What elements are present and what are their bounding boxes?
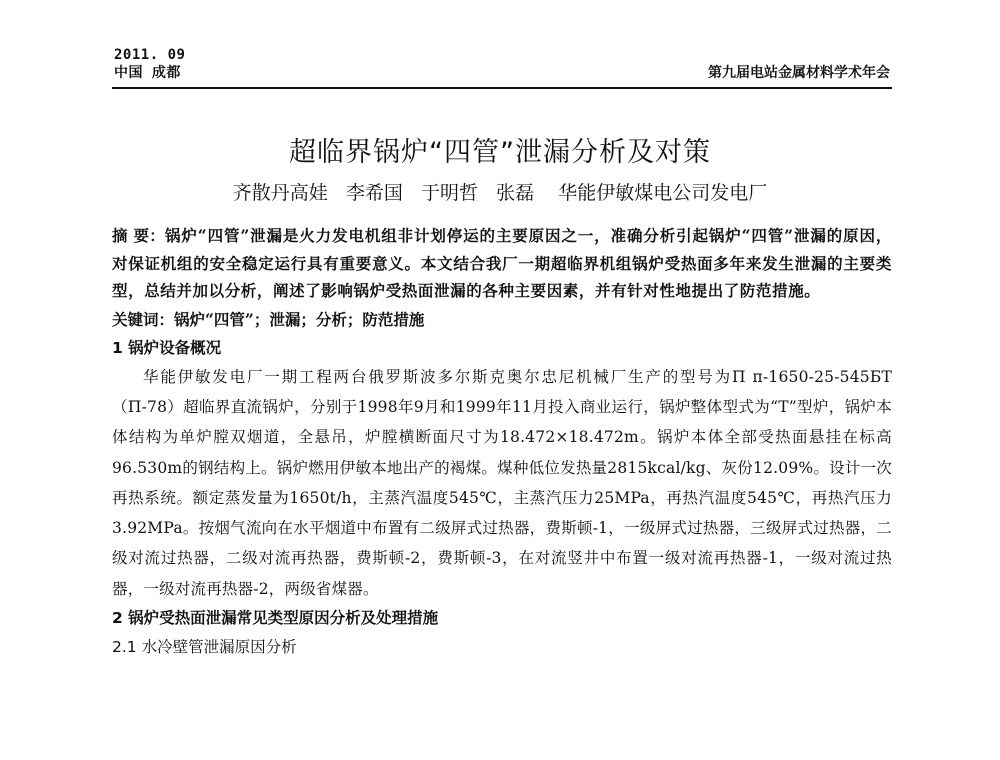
header-location: 中国 成都	[114, 65, 181, 81]
keywords	[112, 306, 892, 334]
paper-authors: 齐散丹高娃 李希国 于明哲 张磊 华能伊敏煤电公司发电厂	[232, 182, 768, 204]
section-heading-1: 1 锅炉设备概况	[112, 338, 222, 357]
paper-title: 超临界锅炉“四管”泄漏分析及对策	[289, 137, 711, 168]
abstract	[112, 222, 892, 305]
section-heading-2: 2 锅炉受热面泄漏常见类型原因分析及处理措施	[112, 608, 439, 627]
paper-body	[112, 222, 892, 662]
keywords-text: 锅炉“四管”；泄漏；分析；防范措施	[174, 309, 425, 329]
running-header-left	[114, 46, 185, 82]
header-date: 2011. 09	[114, 47, 186, 63]
keywords-label: 关键词：	[112, 310, 175, 329]
header-rule	[112, 87, 892, 89]
abstract-text: 锅炉“四管”泄漏是火力发电机组非计划停运的主要原因之一，准确分析引起锅炉“四管”泄漏的原因，对保证机组的安全稳定运行具有重要意义。本文结合我厂一期超临界机组锅炉受热面多年来发生泄漏的主要类型，总结并加以分析，阐述了影响锅炉受热面泄漏的各种主要因素，并有针对性地提出了防范措施。	[112, 226, 892, 301]
subsection-heading-2-1: 2.1 水冷壁管泄漏原因分析	[112, 637, 297, 656]
abstract-label: 摘 要：	[112, 227, 166, 245]
section-1-paragraph: 华能伊敏发电厂一期工程两台俄罗斯波多尔斯克奥尔忠尼机械厂生产的型号为П п-1650-25-545БТ（П-78）超临界直流锅炉，分别于1998年9月和1999年11月投入商业运行，锅炉整体型式为“T”型炉，锅炉本体结构为单炉膛双烟道，全悬吊，炉膛横断面尺寸为18.472×18.472m。锅炉本体全部受热面悬挂在标高96.530m的钢结构上。锅炉燃用伊敏本地出产的褐煤。煤种低位发热量2815kcal/kg、灰份12.09%。设计一次再热系统。额定蒸发量为1650t/h，主蒸汽温度545℃，主蒸汽压力25MPa，再热汽温度545℃，再热汽压力3.92MPa。按烟气流向在水平烟道中布置有二级屏式过热器，费斯顿-1，一级屏式过热器，三级屏式过热器，二级对流过热器，二级对流再热器，费斯顿-2，费斯顿-3，在对流竖井中布置一级对流再热器-1，一级对流过热器，一级对流再热器-2，两级省煤器。	[112, 367, 892, 598]
header-conference: 第九届电站金属材料学术年会	[708, 65, 890, 81]
